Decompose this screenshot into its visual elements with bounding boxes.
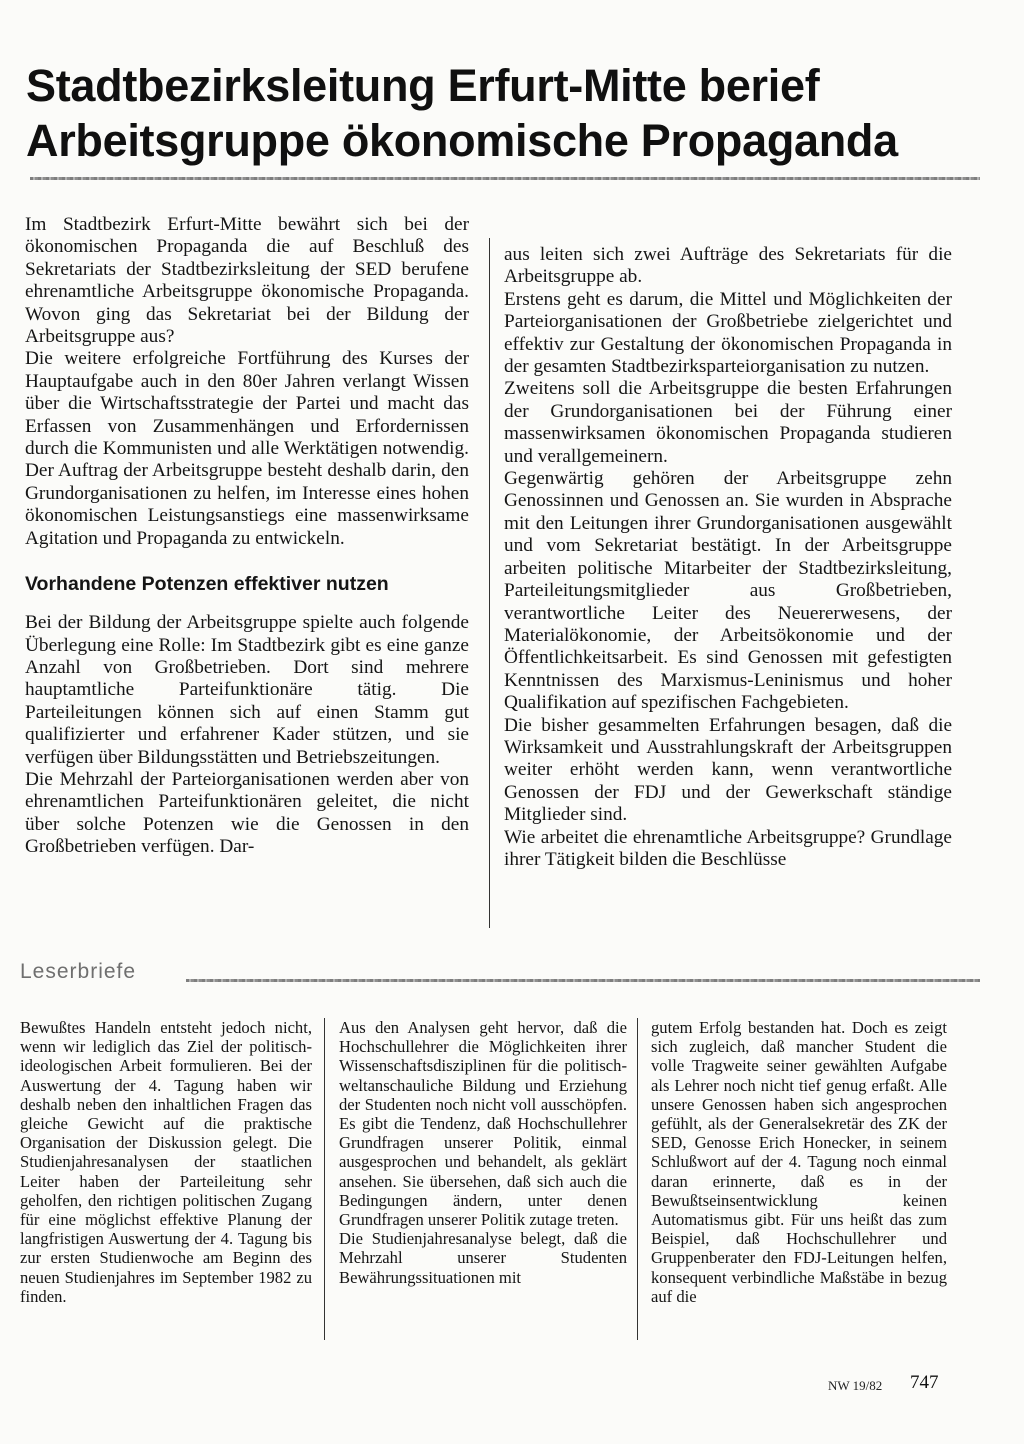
headline-line-2: Arbeitsgruppe ökonomische Propaganda [26, 115, 898, 166]
letter-paragraph: Aus den Analysen geht hervor, daß die Hochschullehrer die Möglichkeiten ihrer Wissenschaftsdisziplinen für die politisch-weltanschauliche Bildung und Erziehung der Studenten noch nicht voll ausschöpfen. Es gibt die Tendenz, daß Hochschullehrer Grundfragen unserer Politik, einmal ausgesprochen und behandelt, als geklärt ansehen. Sie übersehen, daß sich auch die Bedingungen ändern, unter denen Grundfragen unserer Politik zutage treten. [339, 1018, 627, 1230]
column-divider [489, 238, 490, 928]
letter-paragraph: gutem Erfolg bestanden hat. Doch es zeigt sich zugleich, daß mancher Student die volle Tragweite seiner gewählten Aufgabe als Lehrer noch nicht tief genug erfaßt. Alle unsere Genossen haben sich angesprochen gefühlt, als der Generalsekretär des ZK der SED, Genosse Erich Honecker, in seinem Schlußwort auf der 4. Tagung noch einmal daran erinnerte, daß es in der Bewußtseinsentwicklung keinen Automatismus gibt. Für uns heißt das zum Beispiel, daß Hochschullehrer und Gruppenberater den FDJ-Leitungen helfen, konsequent verbindliche Maßstäbe in bezug auf die [651, 1018, 947, 1306]
article-paragraph: Erstens geht es darum, die Mittel und Möglichkeiten der Parteiorganisationen der Großbetriebe zielgerichtet und effektiv zur Gestaltung der ökonomischen Propaganda in der gesamten Stadtbezirksparteiorganisation zu nutzen. [504, 288, 952, 378]
letter-column-divider [324, 1018, 325, 1340]
letter-paragraph: Bewußtes Handeln entsteht jedoch nicht, wenn wir lediglich das Ziel der politisch-ideologischen Arbeit formulieren. Bei der Auswertung der 4. Tagung haben wir deshalb neben den inhaltlichen Fragen das gleiche Gewicht auf die praktische Organisation der Diskussion gelegt. Die Studienjahresanalysen der staatlichen Leiter haben der Parteileitung sehr geholfen, den richtigen politischen Zugang für eine möglichst effektive Planung der langfristigen Auswertung der 4. Tagung bis zur ersten Studienwoche am Beginn des neuen Studienjahres im September 1982 zu finden. [20, 1018, 312, 1306]
headline [26, 58, 986, 168]
letter-column-3 [651, 1018, 947, 1306]
headline-rule [30, 177, 980, 180]
article-paragraph: Bei der Bildung der Arbeitsgruppe spielte auch folgende Überlegung eine Rolle: Im Stadtbezirk gibt es eine ganze Anzahl von Großbetrieben. Dort sind mehrere hauptamtliche Parteifunktionäre tätig. Die Parteileitungen können sich auf einen Stamm gut qualifizierter und erfahrener Kader stützen, und sie verfügen über Bildungsstätten und Betriebszeitungen. [25, 612, 469, 768]
letter-paragraph: Die Studienjahresanalyse belegt, daß die Mehrzahl unserer Studenten Bewährungssituationen mit [339, 1229, 627, 1287]
article-column-2 [504, 244, 952, 871]
article-paragraph: Wie arbeitet die ehrenamtliche Arbeitsgruppe? Grundlage ihrer Tätigkeit bilden die Beschlüsse [504, 826, 952, 870]
article-paragraph: Im Stadtbezirk Erfurt-Mitte bewährt sich bei der ökonomischen Propaganda die auf Beschluß des Sekretariats der Stadtbezirksleitung der SED berufene ehrenamtliche Arbeitsgruppe ökonomische Propaganda. Wovon ging das Sekretariat bei der Bildung der Arbeitsgruppe aus? [25, 214, 469, 348]
article-paragraph: Die bisher gesammelten Erfahrungen besagen, daß die Wirksamkeit und Ausstrahlungskraft der Arbeitsgruppen weiter erhöht werden kann, wenn verantwortliche Genossen der FDJ und der Gewerkschaft ständige Mitglieder sind. [504, 714, 952, 826]
article-paragraph: Zweitens soll die Arbeitsgruppe die besten Erfahrungen der Grundorganisationen bei der Führung einer massenwirksamen ökonomischen Propaganda studieren und verallgemeinern. [504, 378, 952, 467]
section-rule [186, 979, 980, 982]
issue-reference: NW 19/82 [828, 1378, 883, 1393]
section-label-leserbriefe: Leserbriefe [20, 960, 137, 983]
article-paragraph: Die weitere erfolgreiche Fortführung des Kurses der Hauptaufgabe auch in den 80er Jahren verlangt Wissen über die Wirtschaftsstrategie der Partei und macht das Erfassen von Zusammenhängen und Erfordernissen durch die Kommunisten und alle Werktätigen notwendig. Der Auftrag der Arbeitsgruppe besteht deshalb darin, den Grundorganisationen zu helfen, im Interesse eines hohen ökonomischen Leistungsanstiegs eine massenwirksame Agitation und Propaganda zu entwickeln. [25, 348, 469, 549]
article-paragraph: aus leiten sich zwei Aufträge des Sekretariats für die Arbeitsgruppe ab. [504, 244, 952, 288]
headline-line-1: Stadtbezirksleitung Erfurt-Mitte berief [26, 60, 820, 111]
letter-column-2 [339, 1018, 627, 1287]
article-column-1 [25, 214, 469, 859]
article-paragraph: Die Mehrzahl der Parteiorganisationen werden aber von ehrenamtlichen Parteifunktionären geleitet, die nicht über solche Potenzen wie die Genossen in den Großbetrieben verfügen. Dar- [25, 768, 469, 858]
letter-column-divider [637, 1018, 638, 1340]
page-number: 747 [910, 1372, 939, 1393]
article-paragraph: Gegenwärtig gehören der Arbeitsgruppe zehn Genossinnen und Genossen an. Sie wurden in Absprache mit den Leitungen ihrer Grundorganisationen ausgewählt und vom Sekretariat bestätigt. In der Arbeitsgruppe arbeiten politische Mitarbeiter der Stadtbezirksleitung, Parteileitungsmitglieder aus Großbetrieben, verantwortliche Leiter des Neuererwesens, der Materialökonomie, der Arbeitsökonomie und der Öffentlichkeitsarbeit. Es sind Genossen mit gefestigten Kenntnissen des Marxismus-Leninismus und hoher Qualifikation auf spezifischen Fachgebieten. [504, 468, 952, 714]
article-subheading: Vorhandene Potenzen effektiver nutzen [25, 573, 389, 596]
letter-column-1 [20, 1018, 312, 1306]
